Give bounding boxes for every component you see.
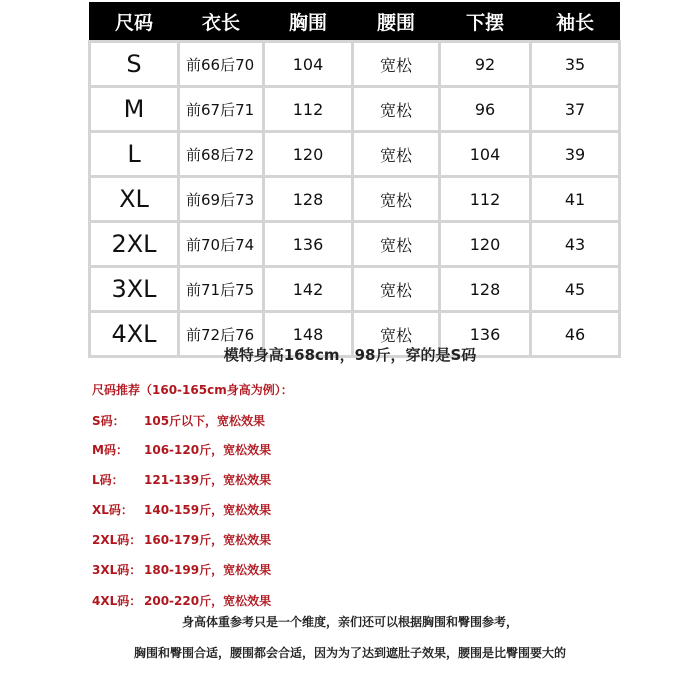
- table-row: [90, 87, 620, 132]
- size-cell: XL: [90, 177, 179, 222]
- hem-cell: 136: [440, 312, 531, 357]
- recommend-item: [92, 531, 271, 549]
- footer-note-line-1: 身高体重参考只是一个维度，亲们还可以根据胸围和臀围参考，: [181, 615, 518, 629]
- recommend-detail: 160-179斤，宽松效果: [144, 533, 272, 547]
- size-cell: L: [90, 132, 179, 177]
- sleeve-cell: 37: [531, 87, 620, 132]
- chest-cell: 112: [264, 87, 353, 132]
- recommend-detail: 180-199斤，宽松效果: [144, 563, 272, 577]
- waist-cell: 宽松: [353, 177, 440, 222]
- hem-cell: 96: [440, 87, 531, 132]
- recommend-size: S码：: [92, 414, 125, 428]
- recommend-item: [92, 561, 271, 579]
- recommend-title: 尺码推荐（160-165cm身高为例）：: [92, 383, 293, 397]
- length-cell: 前66后70: [179, 42, 264, 87]
- header-waist: 腰围: [353, 2, 440, 42]
- recommend-size: 2XL码：: [92, 533, 142, 547]
- size-cell: 4XL: [90, 312, 179, 357]
- waist-cell: 宽松: [353, 42, 440, 87]
- length-cell: 前68后72: [179, 132, 264, 177]
- chest-cell: 136: [264, 222, 353, 267]
- size-cell: S: [90, 42, 179, 87]
- recommend-size: L码：: [92, 473, 124, 487]
- hem-cell: 120: [440, 222, 531, 267]
- footer-note-line-2: 胸围和臀围合适，腰围都会合适，因为为了达到遮肚子效果，腰围是比臀围要大的: [133, 646, 566, 660]
- waist-cell: 宽松: [353, 87, 440, 132]
- recommend-size: 4XL码：: [92, 594, 142, 608]
- header-size: 尺码: [90, 2, 179, 42]
- sleeve-cell: 45: [531, 267, 620, 312]
- recommend-detail: 106-120斤，宽松效果: [144, 443, 272, 457]
- size-cell: 3XL: [90, 267, 179, 312]
- header-sleeve: 袖长: [531, 2, 620, 42]
- sleeve-cell: 35: [531, 42, 620, 87]
- chest-cell: 104: [264, 42, 353, 87]
- sleeve-cell: 43: [531, 222, 620, 267]
- hem-cell: 92: [440, 42, 531, 87]
- sleeve-cell: 41: [531, 177, 620, 222]
- size-chart-table: [88, 2, 621, 358]
- hem-cell: 104: [440, 132, 531, 177]
- chest-cell: 120: [264, 132, 353, 177]
- length-cell: 前70后74: [179, 222, 264, 267]
- model-note: 模特身高168cm，98斤，穿的是S码: [223, 346, 477, 364]
- length-cell: 前67后71: [179, 87, 264, 132]
- waist-cell: 宽松: [353, 267, 440, 312]
- chest-cell: 142: [264, 267, 353, 312]
- recommend-size: XL码：: [92, 503, 133, 517]
- table-row: [90, 267, 620, 312]
- waist-cell: 宽松: [353, 222, 440, 267]
- recommend-item: [92, 592, 271, 610]
- table-row: [90, 177, 620, 222]
- chest-cell: 148: [264, 312, 353, 357]
- recommend-item: [92, 412, 265, 430]
- recommend-item: [92, 471, 271, 489]
- table-row: [90, 222, 620, 267]
- length-cell: 前69后73: [179, 177, 264, 222]
- recommend-size: M码：: [92, 443, 128, 457]
- header-hem: 下摆: [440, 2, 531, 42]
- size-cell: M: [90, 87, 179, 132]
- recommend-detail: 200-220斤，宽松效果: [144, 594, 272, 608]
- table-row: [90, 42, 620, 87]
- hem-cell: 112: [440, 177, 531, 222]
- hem-cell: 128: [440, 267, 531, 312]
- recommend-item: [92, 501, 271, 519]
- size-cell: 2XL: [90, 222, 179, 267]
- recommend-size: 3XL码：: [92, 563, 142, 577]
- recommend-item: [92, 441, 271, 459]
- waist-cell: 宽松: [353, 312, 440, 357]
- recommend-detail: 121-139斤，宽松效果: [144, 473, 272, 487]
- waist-cell: 宽松: [353, 132, 440, 177]
- header-length: 衣长: [179, 2, 264, 42]
- length-cell: 前71后75: [179, 267, 264, 312]
- header-chest: 胸围: [264, 2, 353, 42]
- sleeve-cell: 46: [531, 312, 620, 357]
- sleeve-cell: 39: [531, 132, 620, 177]
- length-cell: 前72后76: [179, 312, 264, 357]
- recommend-detail: 140-159斤，宽松效果: [144, 503, 272, 517]
- recommend-detail: 105斤以下，宽松效果: [144, 414, 266, 428]
- chest-cell: 128: [264, 177, 353, 222]
- table-row: [90, 132, 620, 177]
- table-header-row: [90, 2, 620, 42]
